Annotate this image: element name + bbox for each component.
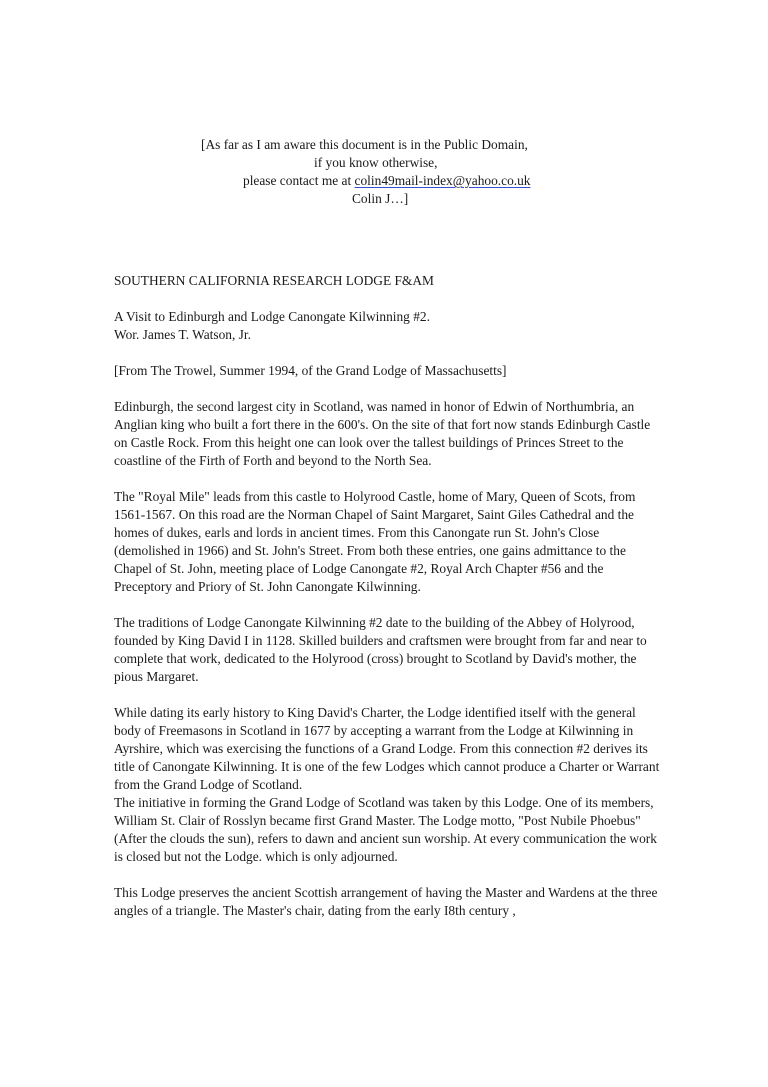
notice-signature: Colin J…] — [352, 191, 409, 206]
notice-contact-prefix: please contact me at — [243, 173, 355, 188]
notice-line-3 — [243, 172, 531, 190]
article-source: [From The Trowel, Summer 1994, of the Grand Lodge of Massachusetts] — [114, 363, 507, 378]
paragraph: This Lodge preserves the ancient Scottish arrangement of having the Master and Wardens at the three angles of a triangle. The Master's chair, dating from the early I8th century , — [114, 885, 658, 918]
article-author: Wor. James T. Watson, Jr. — [114, 327, 251, 342]
notice-line-1: [As far as I am aware this document is in the Public Domain, — [201, 137, 528, 152]
paragraph: The traditions of Lodge Canongate Kilwinning #2 date to the building of the Abbey of Holyrood, founded by King David I in 1128. Skilled builders and craftsmen were brought from far and near to complete that work, dedicated to the Holyrood (cross) brought to Scotland by David's mother, the pious Margaret. — [114, 615, 647, 684]
email-link[interactable]: colin49mail-index@yahoo.co.uk — [354, 173, 531, 188]
paragraph: The "Royal Mile" leads from this castle to Holyrood Castle, home of Mary, Queen of Scots, from 1561-1567. On this road are the Norman Chapel of Saint Margaret, Saint Giles Cathedral and the homes of dukes, earls and lords in ancient times. From this Canongate run St. John's Close (demolished in 1966) and St. John's Street. From both these entries, one gains admittance to the Chapel of St. John, meeting place of Lodge Canongate #2, Royal Arch Chapter #56 and the Preceptory and Priory of St. John Canongate Kilwinning. — [114, 489, 636, 594]
document-heading: SOUTHERN CALIFORNIA RESEARCH LODGE F&AM — [114, 273, 434, 288]
paragraph: While dating its early history to King David's Charter, the Lodge identified itself with the general body of Freemasons in Scotland in 1677 by accepting a warrant from the Lodge at Kilwinning in Ayrshire, which was exercising the functions of a Grand Lodge. From this connection #2 derives its title of Canongate Kilwinning. It is one of the few Lodges which cannot produce a Charter or Warrant from the Grand Lodge of Scotland. — [114, 705, 660, 792]
notice-line-2: if you know otherwise, — [314, 155, 438, 170]
paragraph: The initiative in forming the Grand Lodge of Scotland was taken by this Lodge. One of its members, William St. Clair of Rosslyn became first Grand Master. The Lodge motto, "Post Nubile Phoebus" (After the clouds the sun), refers to dawn and ancient sun worship. At every communication the work is closed but not the Lodge. which is only adjourned. — [114, 795, 657, 864]
paragraph: Edinburgh, the second largest city in Scotland, was named in honor of Edwin of Northumbria, an Anglian king who built a fort there in the 600's. On the site of that fort now stands Edinburgh Castle on Castle Rock. From this height one can look over the tallest buildings of Princes Street to the coastline of the Firth of Forth and beyond to the North Sea. — [114, 399, 651, 468]
article-title: A Visit to Edinburgh and Lodge Canongate Kilwinning #2. — [114, 309, 430, 324]
document-body — [114, 272, 662, 938]
